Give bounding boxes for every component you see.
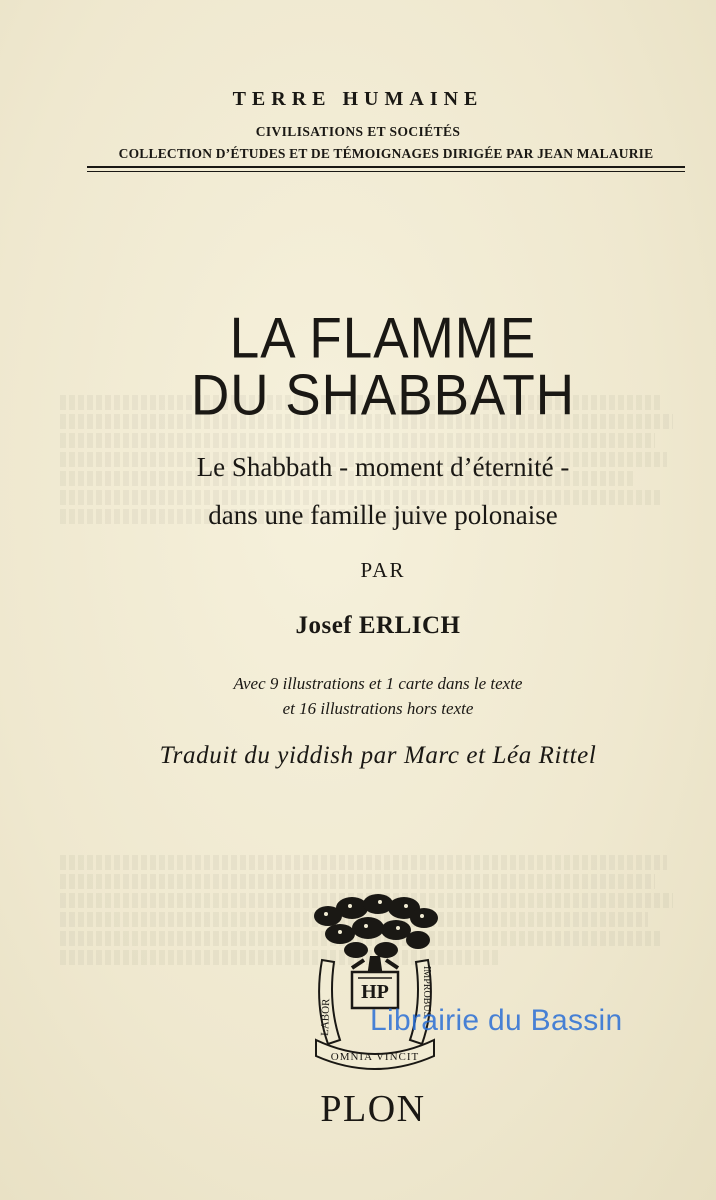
- logo-bottom-motto: OMNIA VINCIT: [330, 1051, 420, 1063]
- illustrations-note-line-1: Avec 9 illustrations et 1 carte dans le texte: [233, 674, 523, 693]
- author-name: Josef ERLICH: [295, 612, 461, 639]
- by-label: PAR: [360, 558, 406, 582]
- book-title-line-1: LA FLAMME: [229, 306, 537, 371]
- translation-credit: Traduit du yiddish par Marc et Léa Rittel: [159, 742, 597, 769]
- series-subtitle: CIVILISATIONS ET SOCIÉTÉS: [255, 124, 461, 139]
- logo-monogram: HP: [361, 981, 389, 1003]
- publisher-name: PLON: [320, 1088, 426, 1130]
- publisher-device-logo: [306, 894, 444, 1070]
- book-subtitle-line-2: dans une famille juive polonaise: [208, 500, 558, 530]
- header-rule-thick: [87, 166, 685, 168]
- series-name: TERRE HUMAINE: [232, 88, 484, 110]
- book-subtitle-line-1: Le Shabbath - moment d’éternité -: [196, 452, 570, 482]
- logo-right-motto: IMPROBUS: [421, 966, 432, 1018]
- series-editor-line: COLLECTION D’ÉTUDES ET DE TÉMOIGNAGES DIRIGÉE PAR JEAN MALAURIE: [118, 146, 654, 161]
- bookseller-watermark: Librairie du Bassin: [370, 1004, 623, 1037]
- logo-left-motto: LABOR: [319, 998, 333, 1037]
- illustrations-note-line-2: et 16 illustrations hors texte: [282, 699, 474, 718]
- book-title-line-2: DU SHABBATH: [190, 363, 576, 428]
- header-rule-thin: [87, 171, 685, 172]
